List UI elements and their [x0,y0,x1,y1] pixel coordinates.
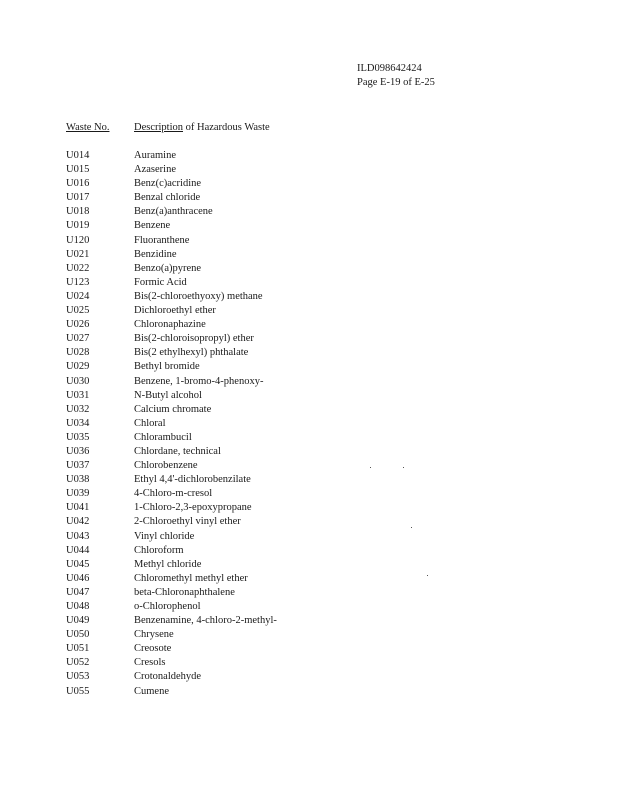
waste-description: Bis(2 ethylhexyl) phthalate [134,347,249,359]
waste-code: U014 [66,150,90,161]
waste-description: beta-Chloronaphthalene [134,586,235,598]
waste-code: U036 [66,445,90,457]
waste-row [66,685,486,699]
waste-code: U025 [66,305,90,317]
waste-description: Bis(2-chloroisopropyl) ether [134,333,254,345]
waste-code: U050 [66,629,90,641]
waste-description: 2-Chloroethyl vinyl ether [134,516,241,528]
waste-code: U051 [66,643,90,655]
waste-row [66,276,486,290]
waste-description: Azaserine [134,164,176,176]
waste-description: Chlorambucil [134,431,192,443]
waste-row [66,262,486,276]
waste-code: U030 [66,375,90,387]
waste-description: Benzene [134,220,171,232]
page-number: Page E-19 of E-25 [357,77,435,88]
waste-code: U032 [66,403,90,415]
waste-code: U016 [66,178,90,190]
description-header [134,121,270,135]
waste-code: U037 [66,460,90,472]
waste-row [66,600,486,614]
waste-row [66,473,486,487]
waste-row [66,375,486,389]
waste-row [66,586,486,600]
waste-code: U029 [66,361,90,373]
waste-row [66,219,486,233]
waste-description: Methyl chloride [134,558,202,570]
waste-row [66,417,486,431]
waste-code: U022 [66,262,90,274]
waste-code: U042 [66,516,90,528]
description-header-underlined: Description [134,122,183,133]
waste-description: Chrysene [134,629,174,641]
waste-code: U038 [66,474,90,486]
waste-code: U120 [66,234,90,246]
waste-description: Creosote [134,643,172,655]
waste-row [66,248,486,262]
waste-row [66,487,486,501]
waste-row [66,656,486,670]
waste-row [66,544,486,558]
waste-row [66,670,486,684]
waste-description: 1-Chloro-2,3-epoxypropane [134,502,252,514]
scan-speck [427,575,428,576]
document-id: ILD098642424 [357,63,422,74]
waste-code: U052 [66,657,90,669]
waste-description: Benzene, 1-bromo-4-phenoxy- [134,375,264,387]
waste-code: U043 [66,530,90,542]
waste-row [66,149,486,163]
waste-code: U035 [66,431,90,443]
waste-code: U019 [66,220,90,232]
waste-row [66,445,486,459]
waste-row [66,642,486,656]
waste-description: Dichloroethyl ether [134,305,216,317]
waste-row [66,191,486,205]
waste-description: Ethyl 4,4'-dichlorobenzilate [134,474,251,486]
waste-description: N-Butyl alcohol [134,389,202,401]
waste-description: Chloronaphazine [134,319,206,331]
waste-row [66,346,486,360]
waste-code: U049 [66,615,90,627]
waste-description: Calcium chromate [134,403,212,415]
waste-description: Cumene [134,685,169,697]
waste-description: Bethyl bromide [134,361,200,373]
hazardous-waste-list [66,149,486,699]
waste-row [66,459,486,473]
waste-row [66,628,486,642]
waste-row [66,205,486,219]
waste-description: Formic Acid [134,276,187,288]
waste-row [66,332,486,346]
waste-description: Benzo(a)pyrene [134,262,202,274]
waste-description: Benzidine [134,248,177,260]
page-header [357,62,435,90]
description-header-rest: of Hazardous Waste [183,122,270,133]
waste-description: Chlordane, technical [134,445,221,457]
waste-code: U024 [66,290,90,302]
waste-row [66,431,486,445]
waste-description: Benz(c)acridine [134,178,202,190]
waste-description: Chloroform [134,544,184,556]
waste-description: Chloromethyl methyl ether [134,572,248,584]
waste-code: U045 [66,558,90,570]
waste-description: 4-Chloro-m-cresol [134,488,213,500]
scan-speck [370,467,371,468]
waste-code: U027 [66,333,90,345]
waste-code: U031 [66,389,90,401]
waste-row [66,572,486,586]
waste-code: U123 [66,276,90,288]
waste-description: Chlorobenzene [134,460,198,472]
waste-description: Benz(a)anthracene [134,206,213,218]
waste-code: U015 [66,164,90,176]
waste-description: o-Chlorophenol [134,601,201,612]
waste-code: U047 [66,586,90,598]
waste-row [66,389,486,403]
waste-description: Crotonaldehyde [134,671,202,683]
waste-code: U018 [66,206,90,218]
waste-row [66,360,486,374]
waste-code: U028 [66,347,90,359]
waste-code: U055 [66,685,90,697]
waste-row [66,403,486,417]
scan-speck [411,527,412,528]
waste-row [66,530,486,544]
waste-description: Bis(2-chloroethyoxy) methane [134,290,263,302]
waste-row [66,558,486,572]
waste-code: U041 [66,502,90,514]
waste-code: U017 [66,192,90,204]
waste-code: U034 [66,417,90,429]
waste-row [66,290,486,304]
waste-row [66,501,486,515]
waste-code: U048 [66,601,90,612]
waste-no-header: Waste No. [66,122,110,133]
waste-description: Cresols [134,657,166,669]
waste-code: U039 [66,488,90,500]
waste-row [66,614,486,628]
waste-code: U053 [66,671,90,683]
waste-code: U026 [66,319,90,331]
waste-row [66,304,486,318]
waste-description: Auramine [134,150,176,161]
waste-description: Vinyl chloride [134,530,195,542]
waste-row [66,318,486,332]
waste-description: Fluoranthene [134,234,190,246]
waste-code: U046 [66,572,90,584]
waste-code: U021 [66,248,90,260]
waste-row [66,515,486,529]
waste-description: Chloral [134,417,166,429]
waste-description: Benzal chloride [134,192,201,204]
waste-row [66,177,486,191]
scan-speck [403,467,404,468]
waste-description: Benzenamine, 4-chloro-2-methyl- [134,615,277,627]
waste-code: U044 [66,544,90,556]
waste-row [66,234,486,248]
waste-row [66,163,486,177]
